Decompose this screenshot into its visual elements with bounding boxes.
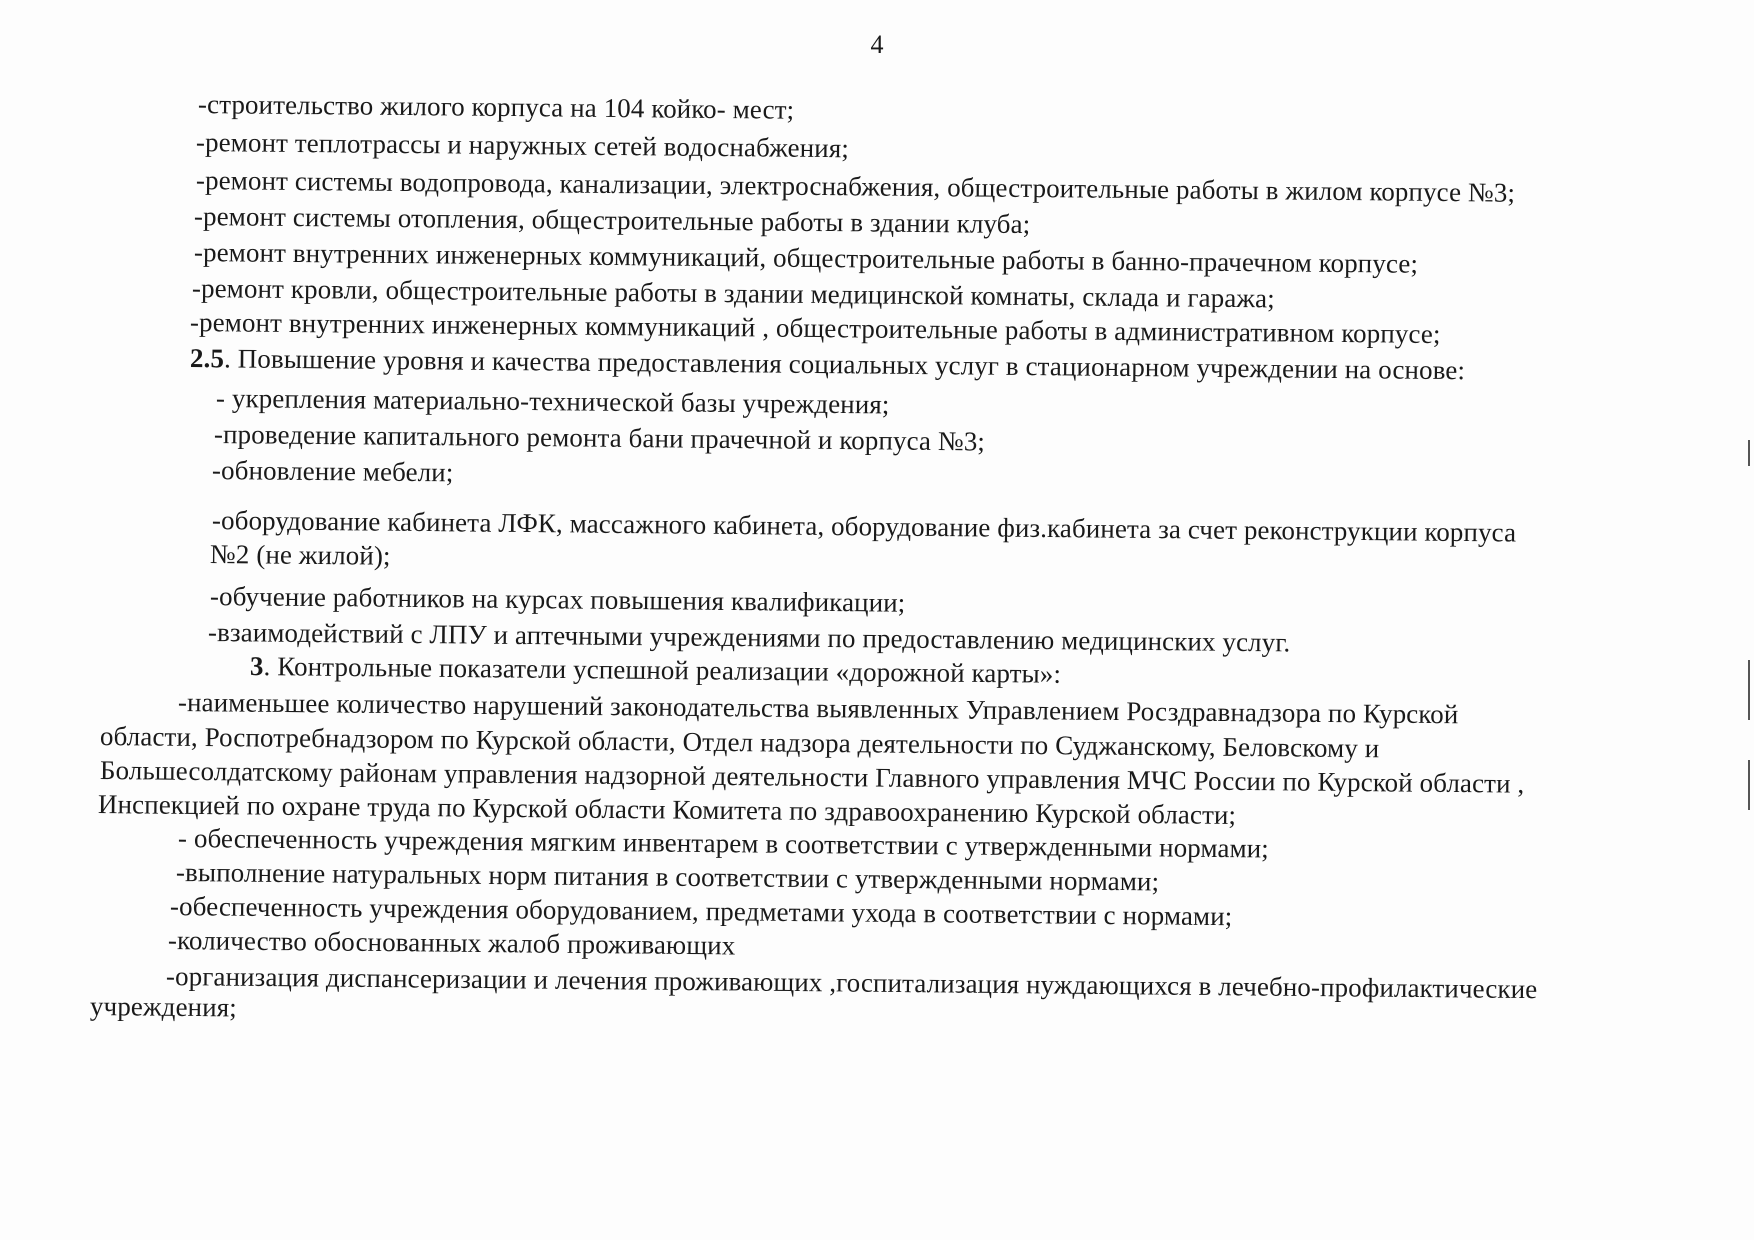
text-line: -взаимодействий с ЛПУ и аптечными учреждениями по предоставлению медицинских услуг. (207, 617, 1291, 658)
text-line: -ремонт внутренних инженерных коммуникаций , общестроительные работы в административном корпусе; (189, 307, 1441, 350)
section-heading-2-5 (190, 342, 1465, 386)
text-line: - обеспеченность учреждения мягким инвентарем в соответствии с утвержденными нормами; (177, 823, 1270, 864)
text-line: Большесолдатскому районам управления надзорной деятельности Главного управления МЧС России по Курской области , (99, 755, 1525, 799)
text-line: -обучение работников на курсах повышения квалификации; (209, 581, 906, 618)
text-line: -количество обоснованных жалоб проживающих (167, 925, 736, 961)
text-line: -ремонт системы отопления, общестроительные работы в здании клуба; (193, 201, 1031, 240)
text-line: -ремонт теплотрассы и наружных сетей водоснабжения; (195, 127, 850, 164)
text-line: -ремонт системы водопровода, канализации, электроснабжения, общестроительные работы в жилом корпусе №3; (195, 165, 1516, 208)
text-line: -проведение капитального ремонта бани прачечной и корпуса №3; (213, 419, 986, 457)
text-line: -оборудование кабинета ЛФК, массажного кабинета, оборудование физ.кабинета за счет реконструкции корпуса (211, 505, 1517, 548)
section-heading-text: . Повышение уровня и качества предоставления социальных услуг в стационарном учреждении на основе: (223, 343, 1466, 386)
text-line: -обеспеченность учреждения оборудованием, предметами ухода в соответствии с нормами; (169, 891, 1233, 932)
text-line: -организация диспансеризации и лечения проживающих ,госпитализация нуждающихся в лечебно-профилактические (165, 961, 1538, 1005)
section-number: 3 (249, 651, 264, 682)
text-line: -наименьшее количество нарушений законодательства выявленных Управлением Росздравнадзора по Курской (177, 687, 1459, 730)
text-line: -строительство жилого корпуса на 104 койко- мест; (197, 89, 795, 125)
scan-edge-mark (1748, 440, 1750, 466)
section-heading-3 (250, 650, 1061, 690)
text-line: -обновление мебели; (211, 455, 454, 488)
text-line: - укрепления материально-технической базы учреждения; (215, 383, 890, 420)
section-heading-text: . Контрольные показатели успешной реализации «дорожной карты»: (263, 651, 1062, 689)
text-line: учреждения; (89, 991, 237, 1023)
text-line: №2 (не жилой); (209, 539, 391, 571)
text-line: -выполнение натуральных норм питания в соответствии с утвержденными нормами; (175, 857, 1160, 897)
text-line: -ремонт внутренних инженерных коммуникаций, общестроительные работы в банно-прачечном корпусе; (193, 237, 1419, 279)
page-number: 4 (870, 30, 884, 59)
text-line: -ремонт кровли, общестроительные работы в здании медицинской комнаты, склада и гаража; (191, 273, 1275, 314)
text-line: Инспекцией по охране труда по Курской области Комитета по здравоохранению Курской области; (97, 789, 1237, 830)
text-line: области, Роспотребнадзором по Курской области, Отдел надзора деятельности по Суджанскому, Беловскому и (99, 721, 1380, 764)
section-number: 2.5 (189, 343, 225, 374)
scan-edge-mark (1748, 760, 1750, 810)
scan-edge-mark (1748, 660, 1750, 720)
